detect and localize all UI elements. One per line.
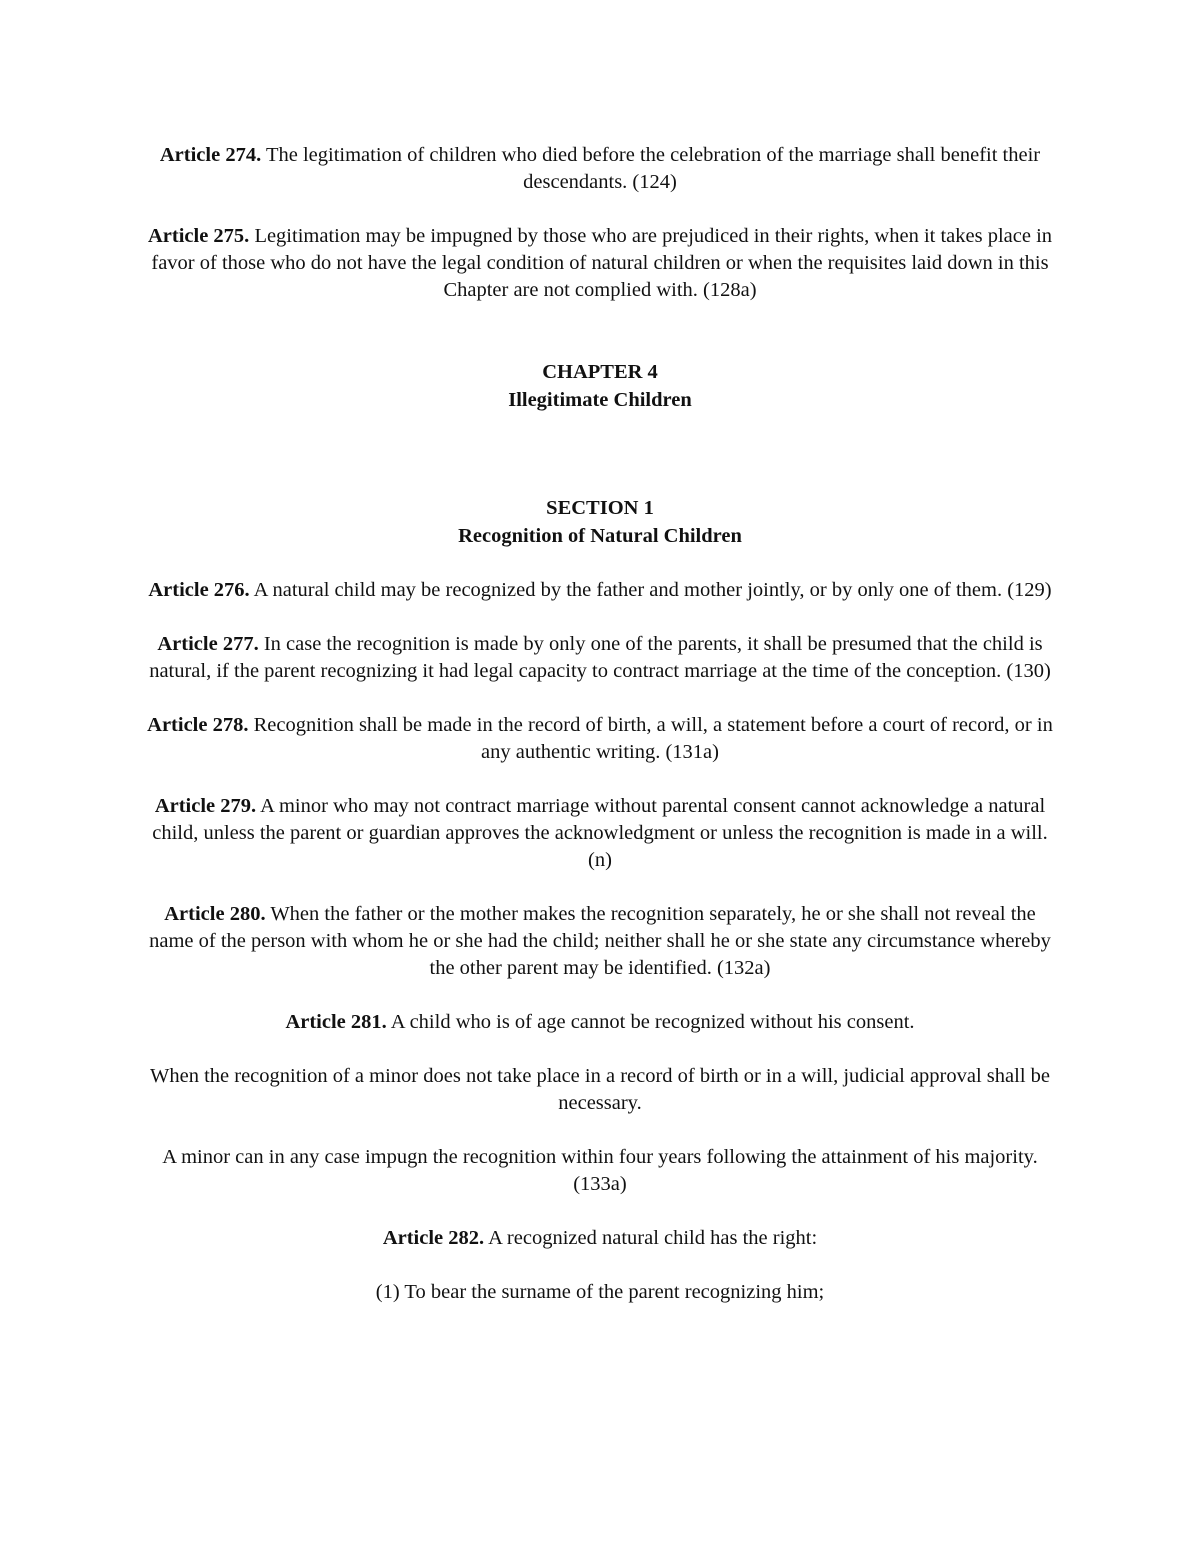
article-label: Article 275. bbox=[147, 225, 250, 247]
section-title: Recognition of Natural Children bbox=[458, 525, 742, 547]
article-text: In case the recognition is made by only one of the parents, it shall be presumed that the child is natural, if the parent recognizing it had legal capacity to contract marriage at the time of the conception. (130) bbox=[149, 633, 1051, 682]
article-label: Article 280. bbox=[164, 903, 266, 925]
document-page bbox=[140, 142, 1060, 1306]
article-label: Article 277. bbox=[157, 633, 259, 655]
section-number: SECTION 1 bbox=[546, 497, 654, 519]
article-281 bbox=[140, 1009, 1060, 1036]
article-text: The legitimation of children who died before the celebration of the marriage shall benefit their descendants. (124) bbox=[261, 144, 1041, 193]
article-275 bbox=[140, 223, 1060, 304]
paragraph: A minor can in any case impugn the recognition within four years following the attainment of his majority. (133a) bbox=[162, 1146, 1038, 1195]
article-277 bbox=[140, 631, 1060, 685]
section-heading bbox=[140, 494, 1060, 550]
article-text: A recognized natural child has the right: bbox=[484, 1227, 818, 1249]
article-label: Article 276. bbox=[148, 579, 250, 601]
article-label: Article 279. bbox=[154, 795, 257, 817]
article-text: A minor who may not contract marriage without parental consent cannot acknowledge a natural child, unless the parent or guardian approves the acknowledgment or unless the recognition is made in a will. (n) bbox=[152, 795, 1048, 871]
article-text: A child who is of age cannot be recognized without his consent. bbox=[386, 1011, 915, 1033]
article-label: Article 282. bbox=[382, 1227, 485, 1249]
chapter-heading bbox=[140, 358, 1060, 414]
chapter-title: Illegitimate Children bbox=[508, 389, 692, 411]
article-279 bbox=[140, 793, 1060, 874]
paragraph: When the recognition of a minor does not take place in a record of birth or in a will, judicial approval shall be necessary. bbox=[150, 1065, 1050, 1114]
article-276 bbox=[140, 577, 1060, 604]
article-274 bbox=[140, 142, 1060, 196]
article-278 bbox=[140, 712, 1060, 766]
article-280 bbox=[140, 901, 1060, 982]
article-text: Recognition shall be made in the record of birth, a will, a statement before a court of record, or in any authentic writing. (131a) bbox=[248, 714, 1053, 763]
article-text: A natural child may be recognized by the father and mother jointly, or by only one of them. (129) bbox=[249, 579, 1052, 601]
article-text: When the father or the mother makes the recognition separately, he or she shall not reveal the name of the person with whom he or she had the child; neither shall he or she state any circumstance whereby the other parent may be identified. (132a) bbox=[149, 903, 1051, 979]
article-282 bbox=[140, 1225, 1060, 1252]
article-label: Article 281. bbox=[285, 1011, 387, 1033]
list-item: (1) To bear the surname of the parent recognizing him; bbox=[375, 1281, 825, 1303]
article-label: Article 274. bbox=[159, 144, 262, 166]
chapter-number: CHAPTER 4 bbox=[542, 361, 658, 383]
article-label: Article 278. bbox=[147, 714, 249, 736]
article-text: Legitimation may be impugned by those who are prejudiced in their rights, when it takes place in favor of those who do not have the legal condition of natural children or when the requisites laid down in this Chapter are not complied with. (128a) bbox=[151, 225, 1053, 301]
